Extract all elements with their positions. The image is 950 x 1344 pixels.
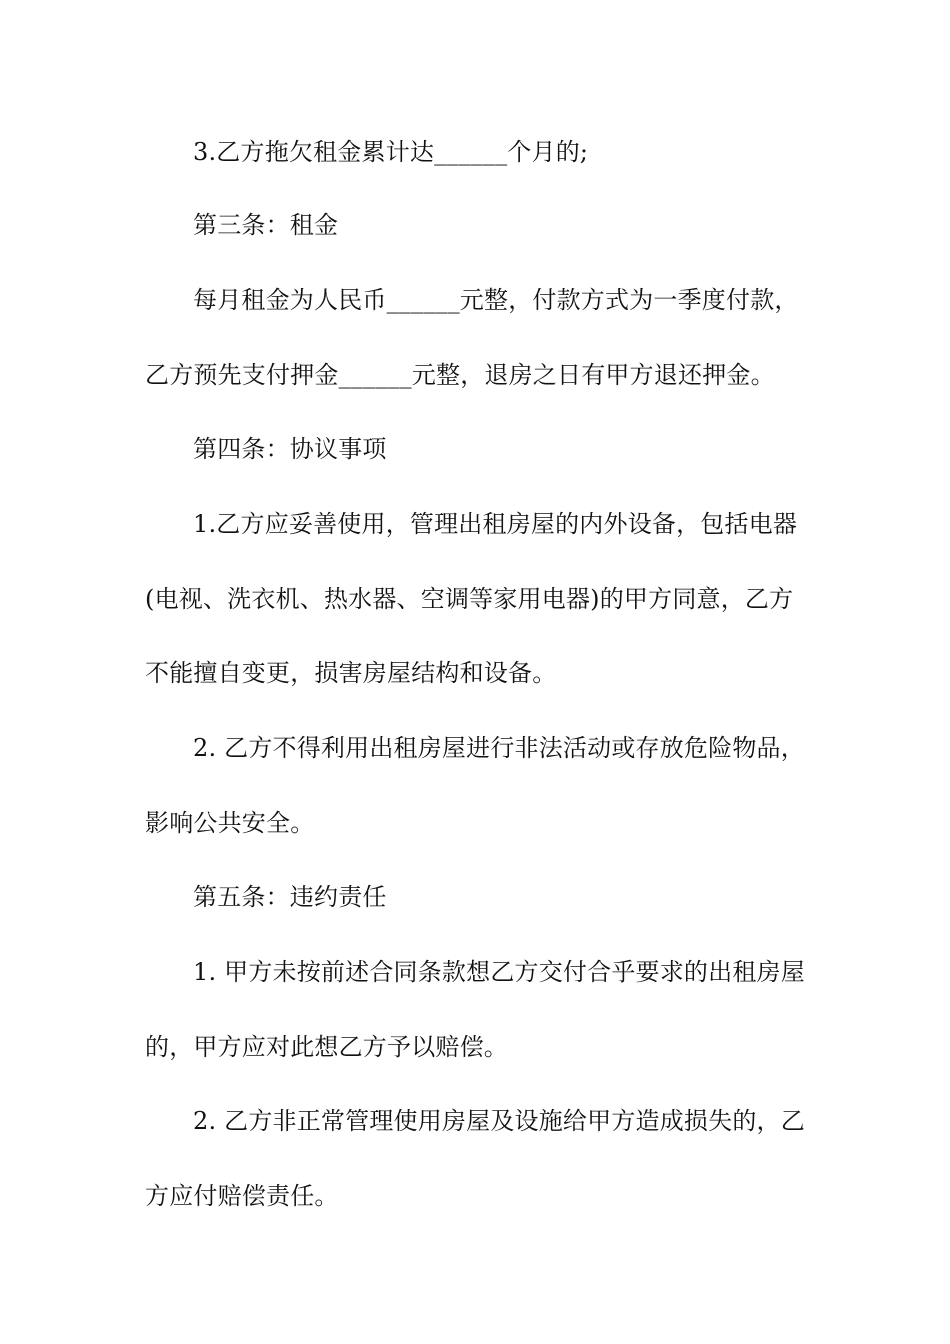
- rent-paragraph-line-1: 每月租金为人民币______元整，付款方式为一季度付款，: [193, 286, 799, 314]
- clause-3-text: 3.乙方拖欠租金累计达______个月的;: [193, 138, 589, 166]
- article-3-heading: 第三条：租金: [193, 211, 339, 239]
- liability-item-1-line-1: 1. 甲方未按前述合同条款想乙方交付合乎要求的出租房屋: [193, 958, 805, 986]
- agreement-item-1-line-2: (电视、洗衣机、热水器、空调等家用电器)的甲方同意，乙方: [145, 585, 794, 613]
- agreement-item-1-line-1: 1.乙方应妥善使用，管理出租房屋的内外设备，包括电器: [193, 510, 798, 538]
- article-5-heading: 第五条：违约责任: [193, 883, 387, 911]
- article-4-heading: 第四条：协议事项: [193, 435, 387, 463]
- agreement-item-2-line-2: 影响公共安全。: [145, 809, 315, 837]
- liability-item-1-line-2: 的，甲方应对此想乙方予以赔偿。: [145, 1033, 508, 1061]
- agreement-item-1-line-3: 不能擅自变更，损害房屋结构和设备。: [145, 659, 557, 687]
- rent-paragraph-line-2: 乙方预先支付押金______元整，退房之日有甲方退还押金。: [145, 361, 775, 389]
- liability-item-2-line-2: 方应付赔偿责任。: [145, 1182, 339, 1210]
- liability-item-2-line-1: 2. 乙方非正常管理使用房屋及设施给甲方造成损失的，乙: [193, 1107, 805, 1135]
- agreement-item-2-line-1: 2. 乙方不得利用出租房屋进行非法活动或存放危险物品，: [193, 734, 805, 762]
